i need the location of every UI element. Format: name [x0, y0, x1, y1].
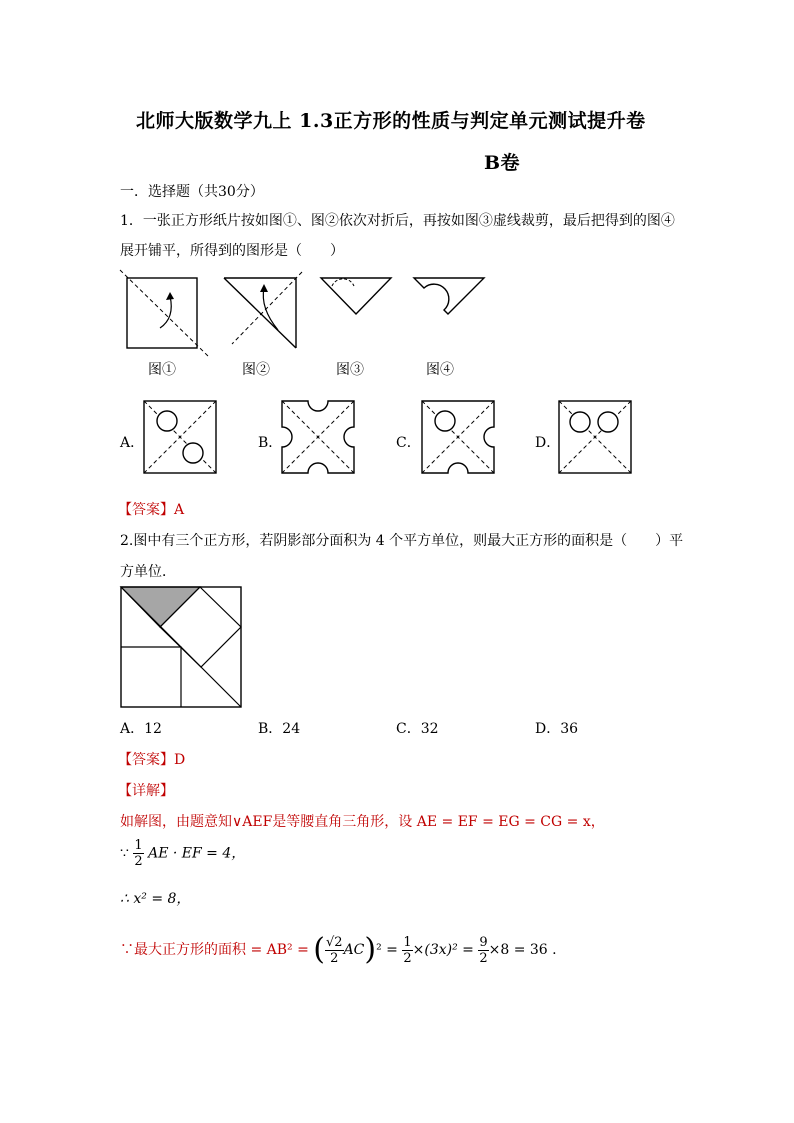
caption-fig4: 图④: [426, 362, 454, 378]
q1-option-a-figure: [143, 400, 217, 474]
caption-fig1: 图①: [148, 362, 176, 378]
solution-line1: 如解图，由题意知∨AEF是等腰直角三角形，设 AE = EF = EG = CG = x，: [120, 814, 605, 830]
q1-answer: 【答案】A: [118, 502, 185, 518]
q1-option-b-figure: [281, 400, 355, 474]
q2-detail-label: 【详解】: [118, 783, 174, 799]
q1-option-c-label: C．: [396, 435, 421, 451]
q2-answer: 【答案】D: [118, 752, 186, 768]
q2-option-c: C．32: [396, 721, 439, 737]
q2-option-b: B．24: [258, 721, 301, 737]
q1-option-c-figure: [421, 400, 495, 474]
q2-option-d: D．36: [535, 721, 579, 737]
q2-text-line1: 2.图中有三个正方形，若阴影部分面积为 4 个平方单位，则最大正方形的面积是（ ）平: [120, 533, 684, 549]
q1-option-b-label: B．: [258, 435, 283, 451]
page-subtitle: B卷: [484, 152, 521, 174]
q2-squares-figure: [120, 586, 242, 708]
q1-option-a-label: A．: [120, 435, 145, 451]
q1-text-line1: 1．一张正方形纸片按如图①、图②依次对折后，再按如图③虚线裁剪，最后把得到的图④: [120, 213, 675, 229]
caption-fig3: 图③: [336, 362, 364, 378]
fold-figure-4: [408, 270, 488, 320]
page-title: 北师大版数学九上 1.3正方形的性质与判定单元测试提升卷: [136, 110, 646, 132]
caption-fig2: 图②: [242, 362, 270, 378]
fold-figure-1: [120, 268, 210, 358]
solution-line4: ∵最大正方形的面积 = AB² = ( $\frac{√2}{2}$ AC)² = $\frac{1}{2}$ ×(3x)² = $\frac{9}{2}$ ×8 = 36 .: [120, 932, 557, 967]
solution-line2: ∵ $\frac{1}{2}$ AE · EF = 4，: [120, 838, 246, 869]
q2-option-a: A．12: [120, 721, 162, 737]
section-heading: 一．选择题（共30分）: [120, 184, 264, 200]
q1-text-line2: 展开铺平，所得到的图形是（ ）: [120, 243, 344, 259]
q1-option-d-label: D．: [535, 435, 561, 451]
fold-figure-3: [318, 270, 398, 320]
fold-figure-2: [220, 268, 310, 358]
q1-option-d-figure: [558, 400, 632, 474]
solution-line3: ∴ x² = 8，: [120, 891, 191, 907]
q2-text-line2: 方单位．: [120, 564, 176, 580]
